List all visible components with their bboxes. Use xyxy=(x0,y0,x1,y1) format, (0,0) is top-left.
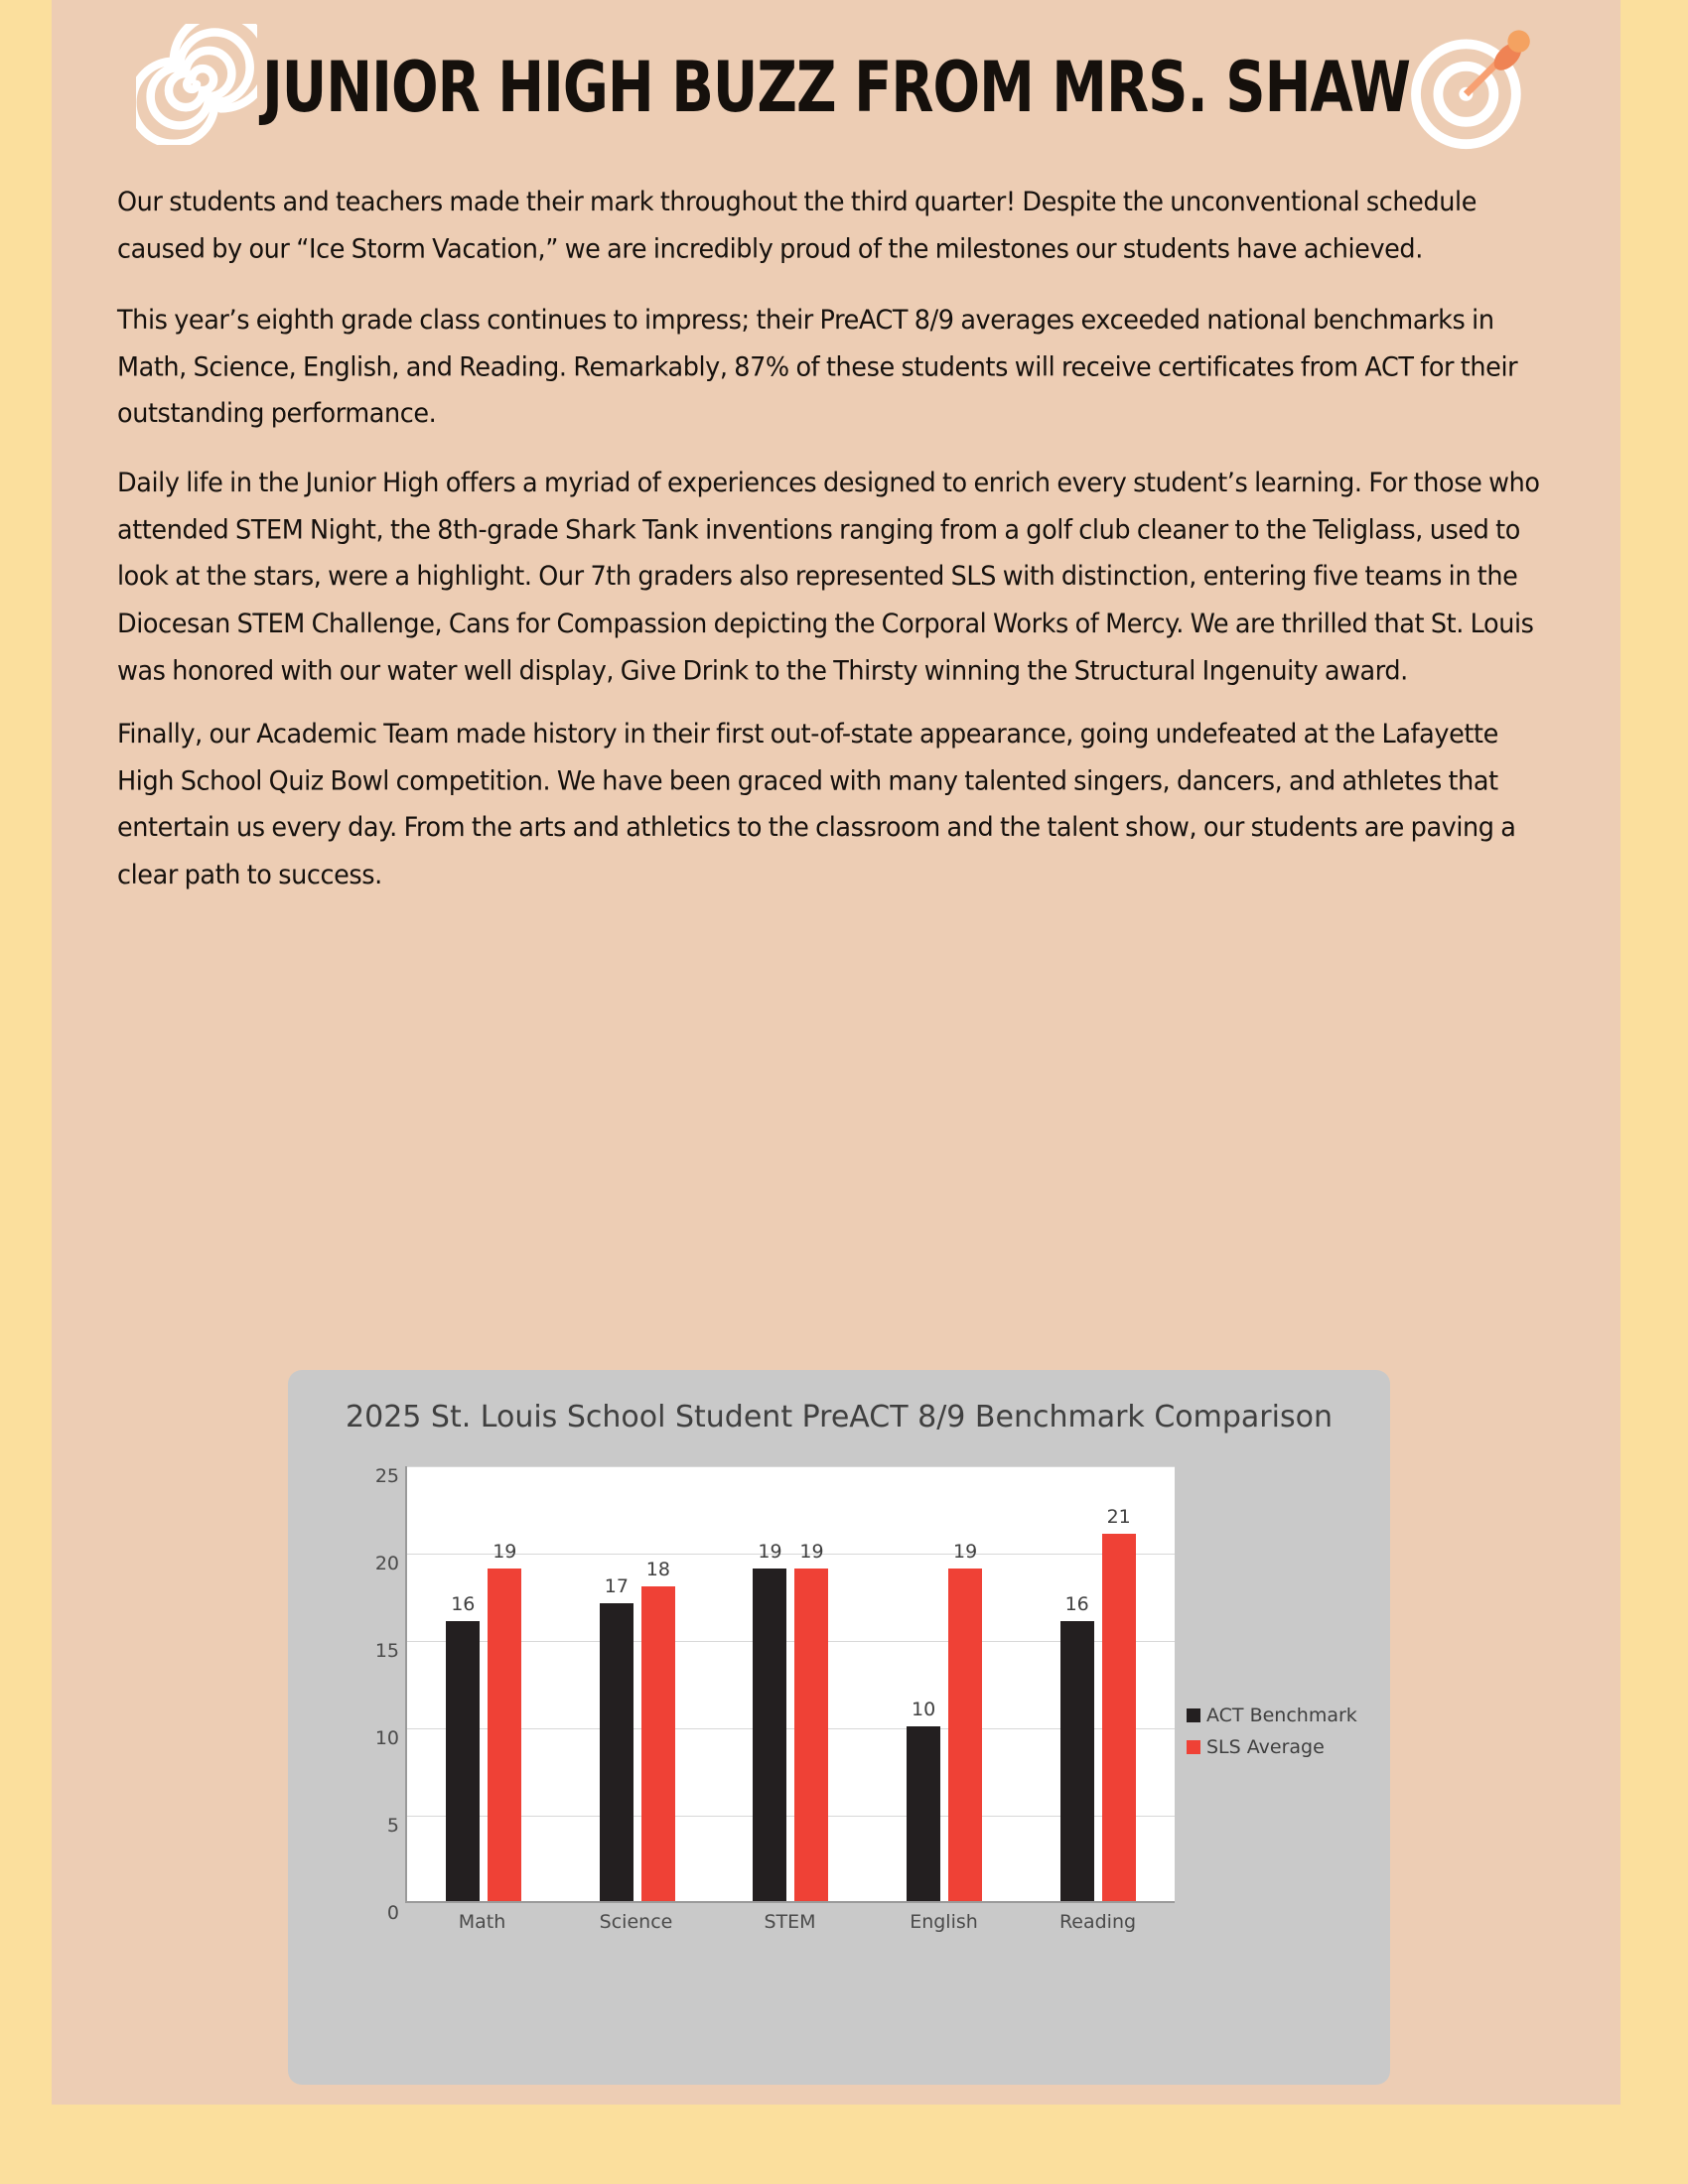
bar-value-label: 18 xyxy=(645,1558,670,1580)
bar xyxy=(446,1592,480,1901)
y-tick-label: 0 xyxy=(386,1901,399,1924)
legend-swatch xyxy=(1187,1740,1200,1754)
y-tick-label: 5 xyxy=(386,1814,399,1837)
x-tick-label: Math xyxy=(458,1910,506,1933)
paragraph-4: Finally, our Academic Team made history in their first out-of-state appearance, going undefeated at the Lafayette High School Quiz Bowl competition. We have been graced with many talented singers, dancers, and athletes that entertain us every day. From the arts and athletics to the classroom and the talent show, our students are paving a clear path to success. xyxy=(117,718,1516,891)
bar-group xyxy=(753,1466,828,1901)
chart-title: 2025 St. Louis School Student PreACT 8/9 Benchmark Comparison xyxy=(346,1400,1333,1434)
bar-group xyxy=(907,1466,982,1901)
bar xyxy=(1060,1592,1094,1901)
bar xyxy=(600,1575,633,1900)
chart-plot xyxy=(288,1456,1390,1953)
legend-item xyxy=(1187,1736,1357,1758)
target-pin-icon xyxy=(1402,22,1541,161)
bar-value-label: 21 xyxy=(1106,1505,1131,1528)
legend-swatch xyxy=(1187,1708,1200,1722)
bar-value-label: 19 xyxy=(952,1541,978,1564)
plot-area xyxy=(405,1466,1175,1903)
bar xyxy=(641,1558,675,1901)
bar-groups xyxy=(407,1466,1175,1901)
bar-value-label: 10 xyxy=(911,1698,936,1720)
page-title: JUNIOR HIGH BUZZ FROM MRS. SHAW xyxy=(261,48,1411,129)
y-tick-label: 10 xyxy=(374,1726,399,1749)
chart-legend xyxy=(1187,1705,1357,1768)
x-axis-labels xyxy=(405,1911,1175,1933)
x-tick-label: Reading xyxy=(1058,1910,1137,1933)
bar xyxy=(948,1541,982,1900)
legend-label: ACT Benchmark xyxy=(1206,1704,1357,1726)
y-tick-label: 25 xyxy=(374,1464,399,1487)
y-axis-ticks xyxy=(328,1464,399,1924)
bar-value-label: 19 xyxy=(492,1541,517,1564)
bar xyxy=(488,1541,521,1900)
y-tick-label: 20 xyxy=(374,1552,399,1574)
chart-card xyxy=(288,1370,1390,2085)
x-tick-label: STEM xyxy=(764,1910,816,1933)
bar xyxy=(1102,1505,1136,1901)
bar-group xyxy=(446,1466,521,1901)
paragraph-2: This year’s eighth grade class continues to impress; their PreACT 8/9 averages exceeded national benchmarks in Math, Science, English, and Reading. Remarkably, 87% of these students will receive certificates from ACT for their outstanding performance. xyxy=(117,304,1518,431)
bar-group xyxy=(1060,1466,1136,1901)
bar xyxy=(794,1541,828,1900)
bar xyxy=(753,1541,786,1900)
paragraph-1: Our students and teachers made their mark throughout the third quarter! Despite the unconventional schedule caused by our “Ice Storm Vacation,” we are incredibly proud of the milestones our students have achieved. xyxy=(117,186,1477,265)
y-tick-label: 15 xyxy=(374,1639,399,1662)
bar-value-label: 16 xyxy=(451,1592,476,1615)
paragraph-3: Daily life in the Junior High offers a myriad of experiences designed to enrich every student’s learning. For those who attended STEM Night, the 8th-grade Shark Tank inventions ranging from a golf club cleaner to the Teliglass, used to look at the stars, were a highlight. Our 7th graders also represented SLS with distinction, entering five teams in the Diocesan STEM Challenge, Cans for Compassion depicting the Corporal Works of Mercy. We are thrilled that St. Louis was honored with our water well display, Give Drink to the Thirsty winning the Structural Ingenuity award. xyxy=(117,467,1540,687)
bar-value-label: 16 xyxy=(1064,1592,1089,1615)
x-tick-label: English xyxy=(910,1910,978,1933)
page-header xyxy=(113,0,1559,179)
bar-group xyxy=(600,1466,675,1901)
x-tick-label: Science xyxy=(599,1910,673,1933)
legend-label: SLS Average xyxy=(1206,1735,1325,1758)
legend-item xyxy=(1187,1705,1357,1726)
bar-value-label: 19 xyxy=(758,1541,782,1564)
bar xyxy=(907,1698,940,1901)
bar-value-label: 19 xyxy=(799,1541,824,1564)
article-body xyxy=(113,179,1559,891)
bar-value-label: 17 xyxy=(604,1575,629,1598)
